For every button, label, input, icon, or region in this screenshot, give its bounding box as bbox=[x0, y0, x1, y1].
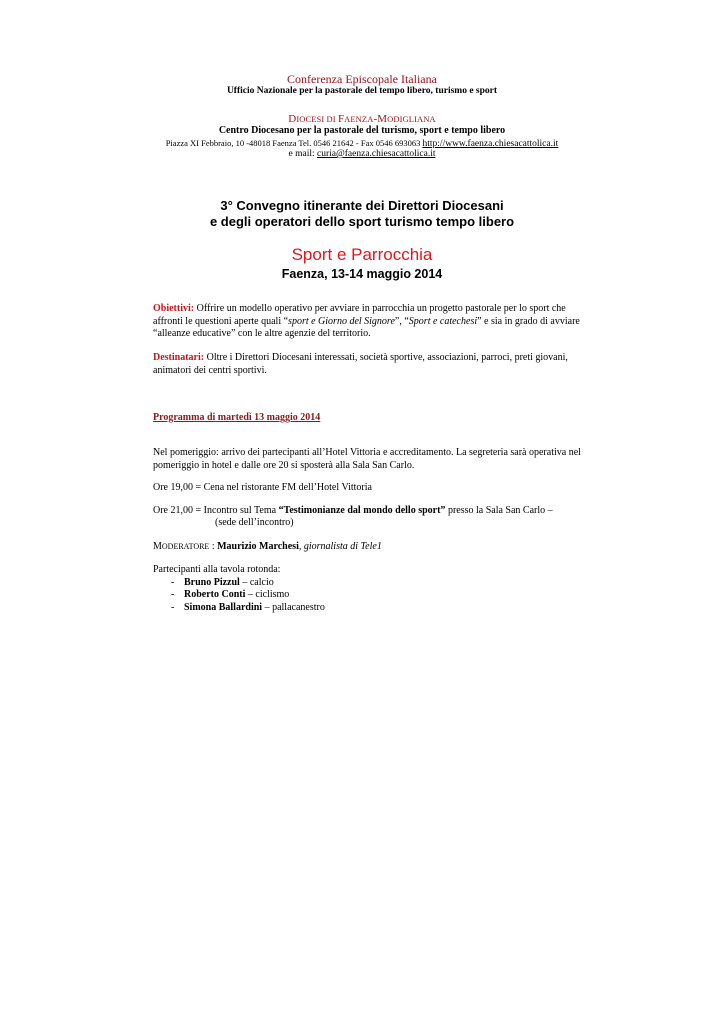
afternoon-paragraph: Nel pomeriggio: arrivo dei partecipanti all’Hotel Vittoria e accreditamento. La segreteria sarà operativa nel pomeriggio in hotel e dalle ore 20 si sposterà alla Sala San Carlo. bbox=[153, 447, 581, 471]
programme-heading: Programma di martedì 13 maggio 2014 bbox=[153, 412, 321, 423]
schedule-item-dinner: Ore 19,00 = Cena nel ristorante FM dell’Hotel Vittoria bbox=[153, 482, 372, 493]
convention-title-line1: 3° Convegno itinerante dei Direttori Diocesani bbox=[220, 198, 504, 213]
recipients-paragraph: Destinatari: Oltre i Direttori Diocesani interessati, società sportive, associazioni, parroci, preti giovani, animatori dei centri sportivi. bbox=[153, 352, 568, 376]
conference-name: Conferenza Episcopale Italiana bbox=[287, 72, 437, 86]
objectives-label: Obiettivi: bbox=[153, 303, 195, 314]
moderator-name: Maurizio Marchesi bbox=[217, 541, 299, 552]
panel-list bbox=[153, 577, 593, 615]
list-item: - Simona Ballardini – pallacanestro bbox=[171, 601, 325, 613]
event-date: Faenza, 13-14 maggio 2014 bbox=[281, 267, 443, 281]
moderator-line: MODERATORE : Maurizio Marchesi, giornalista di Tele1 bbox=[153, 541, 382, 552]
meeting-venue-note: (sede dell’incontro) bbox=[215, 517, 294, 528]
objectives-paragraph: Obiettivi: Offrire un modello operativo per avviare in parrocchia un progetto pastorale per lo sport che affronti le questioni aperte quali “sport e Giorno del Signore”, “Sport e catechesi” e sia in grado di avviare “alleanze educative” con le altre agenzie del territorio. bbox=[153, 303, 580, 339]
email-link[interactable]: curia@faenza.chiesacattolica.it bbox=[317, 149, 436, 159]
website-link[interactable]: http://www.faenza.chiesacattolica.it bbox=[422, 139, 559, 149]
event-title: Sport e Parrocchia bbox=[291, 245, 433, 264]
list-item: - Roberto Conti – ciclismo bbox=[171, 589, 290, 600]
national-office: Ufficio Nazionale per la pastorale del tempo libero, turismo e sport bbox=[226, 86, 498, 96]
diocese-name: DIOCESI DI FAENZA-MODIGLIANA bbox=[288, 113, 436, 125]
diocesan-centre: Centro Diocesano per la pastorale del turismo, sport e tempo libero bbox=[218, 125, 506, 136]
round-table bbox=[153, 564, 593, 614]
contact-address: Piazza XI Febbraio, 10 -48018 Faenza Tel. 0546 21642 - Fax 0546 693063 http://www.faenza.chiesacattolica.it bbox=[165, 138, 559, 149]
email-line: e mail: curia@faenza.chiesacattolica.it bbox=[288, 149, 436, 159]
schedule-item-meeting: Ore 21,00 = Incontro sul Tema “Testimonianze dal mondo dello sport” presso la Sala San Carlo – bbox=[153, 505, 553, 516]
list-item: - Bruno Pizzul – calcio bbox=[171, 576, 274, 588]
convention-title-line2: e degli operatori dello sport turismo tempo libero bbox=[209, 214, 515, 229]
panel-intro: Partecipanti alla tavola rotonda: bbox=[153, 564, 281, 575]
recipients-label: Destinatari: bbox=[153, 352, 205, 363]
